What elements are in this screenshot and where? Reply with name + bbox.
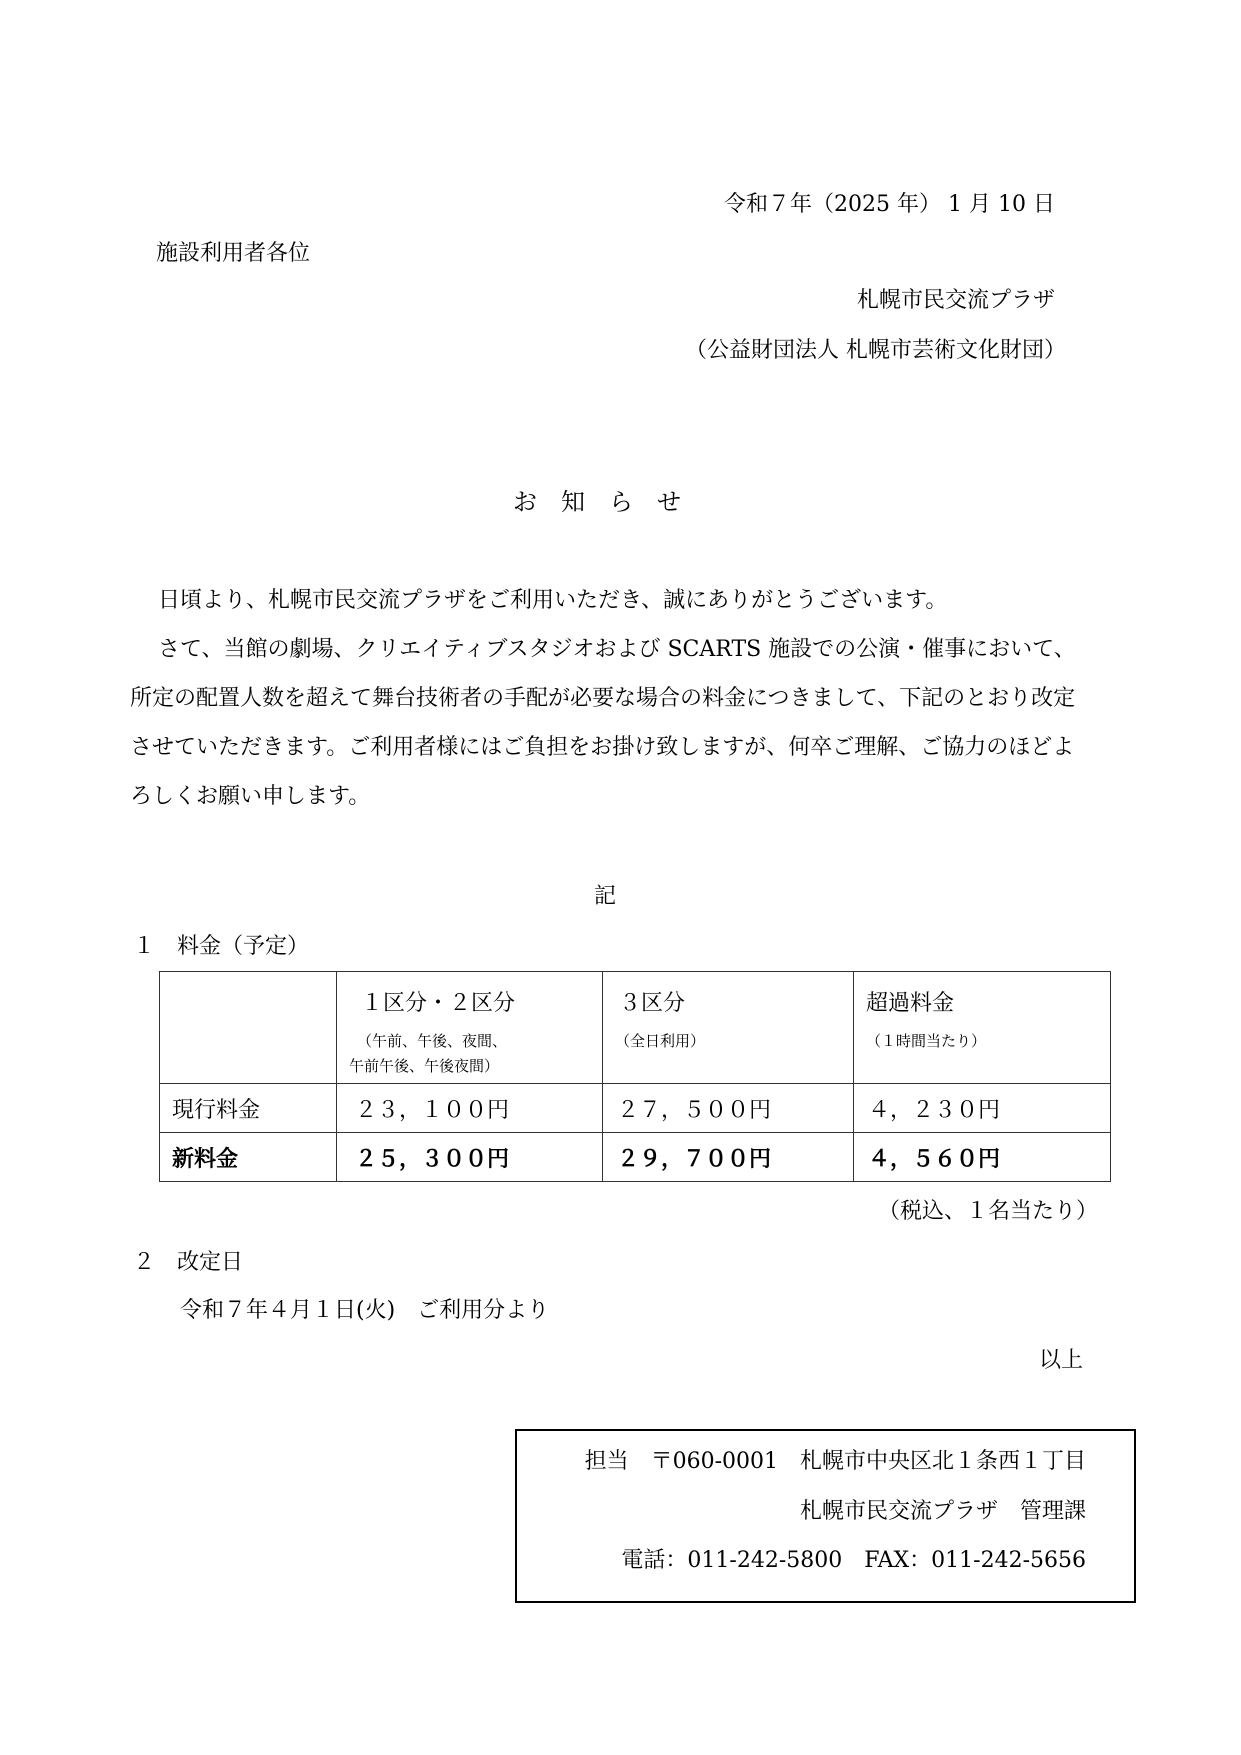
fee-table-header-row [160,972,1111,1084]
section-2-title: ２ 改定日 [133,1250,244,1275]
contact-line-department: 札幌市民交流プラザ 管理課 [799,1499,1086,1524]
section-1-title: １ 料金（予定） [133,934,310,959]
page-title: お 知 ら せ [513,488,681,516]
row-label: 新料金 [160,1133,337,1182]
header-sub-label: （１時間当たり） [866,1032,987,1050]
fee-value: ２３，１００円 [337,1084,603,1133]
body-paragraph-2: さて、当館の劇場、クリエイティブスタジオおよび SCARTS 施設での公演・催事において、所定の配置人数を超えて舞台技術者の手配が必要な場合の料金につきまして、下記のとおり改定させていただきます。ご利用者様にはご負担をお掛け致しますが、何卒ご理解、ご協力のほどよろしくお願い申します。 [130,637,1076,809]
fee-value: ４，５６０円 [854,1133,1111,1182]
fee-table-row-new [160,1133,1111,1182]
fee-value: ２９，７００円 [603,1133,854,1182]
header-main-label: ３区分 [619,991,686,1016]
document-date: 令和７年（2025 年） 1 月 10 日 [724,192,1055,217]
fee-table-corner-cell [160,972,337,1084]
tax-note: （税込、１名当たり） [877,1199,1098,1224]
contact-box [515,1429,1136,1603]
ki-heading: 記 [594,884,617,909]
fee-table-row-current [160,1084,1111,1133]
contact-line-address: 担当 〒060-0001 札幌市中央区北１条西１丁目 [584,1449,1086,1474]
fee-value: ４，２３０円 [854,1084,1111,1133]
fee-table [159,971,1111,1182]
header-main-label: 超過料金 [866,991,955,1016]
fee-value: ２７，５００円 [603,1084,854,1133]
fee-table-header-cell [603,972,854,1084]
sender-name: 札幌市民交流プラザ [856,288,1055,313]
fee-table-header-cell [337,972,603,1084]
sender-organization: （公益財団法人 札幌市芸術文化財団） [685,338,1066,363]
header-sub-label: 午前午後、午後夜間） [349,1057,500,1075]
header-sub-label: （午前、午後、夜間、 [357,1032,508,1050]
fee-table-header-cell [854,972,1111,1084]
fee-value: ２５，３００円 [337,1133,603,1182]
contact-line-phone-fax: 電話：011-242-5800 FAX：011-242-5656 [621,1548,1086,1573]
row-label: 現行料金 [160,1084,337,1133]
recipient: 施設利用者各位 [156,241,311,266]
header-main-label: １区分・２区分 [361,991,516,1016]
closing: 以上 [1038,1348,1083,1373]
header-sub-label: （全日利用） [615,1032,706,1050]
body-text [130,576,1090,821]
body-paragraph-1: 日頃より、札幌市民交流プラザをご利用いただき、誠にありがとうございます。 [158,588,948,613]
revision-date: 令和７年４月１日(火) ご利用分より [180,1298,550,1323]
